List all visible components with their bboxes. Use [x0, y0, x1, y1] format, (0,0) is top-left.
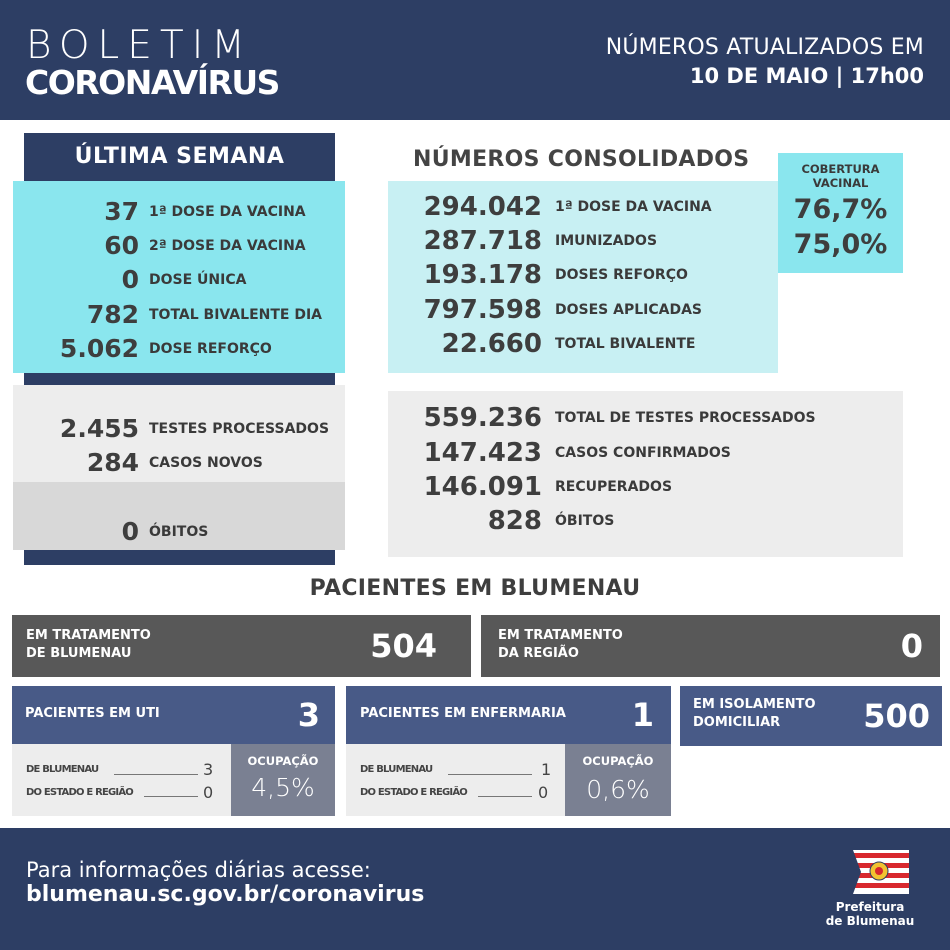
week-deaths-row — [13, 517, 209, 547]
stat-value: 294.042 — [423, 192, 542, 222]
logo-text-prefeitura: Prefeitura — [835, 900, 905, 914]
coverage-title-line1: COBERTURA — [801, 162, 880, 176]
week-vaccine-row — [13, 197, 306, 227]
consolidated-vaccine-row — [400, 329, 696, 359]
week-vaccine-row — [13, 265, 247, 295]
leader-line — [114, 774, 198, 775]
stat-value: 0 — [121, 265, 139, 294]
stat-label: 1ª DOSE DA VACINA — [149, 204, 306, 220]
stat-value: 193.178 — [423, 260, 542, 290]
coverage-title-line2: VACINAL — [812, 176, 869, 190]
stat-value: 797.598 — [423, 295, 542, 325]
stat-label: DOSE ÚNICA — [149, 272, 247, 288]
uti-label: PACIENTES EM UTI — [25, 706, 160, 721]
week-tests-row — [13, 414, 330, 444]
uti-from-blumenau-label: DE BLUMENAU — [26, 764, 99, 775]
card-label-line2: DA REGIÃO — [498, 646, 579, 661]
stat-label: DOSE REFORÇO — [149, 341, 272, 357]
leader-line — [478, 796, 532, 797]
stat-value: 22.660 — [441, 329, 542, 359]
consolidated-vaccine-row — [400, 192, 712, 222]
stat-label: IMUNIZADOS — [555, 233, 658, 249]
consolidated-vaccine-row — [400, 260, 688, 290]
coverage-value-first: 76,7% — [793, 194, 888, 225]
card-label-line1: EM TRATAMENTO — [498, 628, 623, 643]
patients-title: PACIENTES EM BLUMENAU — [309, 576, 641, 601]
treatment-blumenau-label — [26, 627, 151, 663]
ward-from-state-label: DO ESTADO E REGIÃO — [360, 787, 467, 798]
treatment-region-card — [481, 615, 940, 677]
stat-value: 146.091 — [423, 472, 542, 502]
stat-value: 5.062 — [59, 334, 139, 363]
week-vaccine-row — [13, 231, 306, 261]
stat-label: TESTES PROCESSADOS — [149, 421, 330, 437]
consolidated-tests-row — [400, 472, 673, 502]
stat-label: ÓBITOS — [149, 524, 209, 540]
stat-value: 287.718 — [423, 226, 542, 256]
stat-value: 782 — [86, 300, 139, 329]
card-label-line1: EM ISOLAMENTO — [693, 697, 816, 712]
ward-occupancy-label: OCUPAÇÃO — [582, 754, 654, 768]
stat-label: TOTAL DE TESTES PROCESSADOS — [555, 410, 816, 426]
stat-label: ÓBITOS — [555, 513, 615, 529]
stat-value: 37 — [104, 197, 139, 226]
stat-label: TOTAL BIVALENTE DIA — [149, 307, 322, 323]
treatment-region-label — [498, 627, 623, 663]
uti-occupancy-box — [231, 744, 335, 816]
uti-value: 3 — [297, 696, 320, 734]
stat-label: 2ª DOSE DA VACINA — [149, 238, 306, 254]
treatment-blumenau-value: 504 — [370, 627, 437, 665]
logo-text-blumenau: de Blumenau — [825, 914, 915, 928]
stat-value: 2.455 — [59, 414, 139, 443]
uti-from-blumenau-value: 3 — [203, 760, 214, 779]
stat-label: RECUPERADOS — [555, 479, 673, 495]
stat-value: 147.423 — [423, 438, 542, 468]
coverage-value-second: 75,0% — [793, 229, 888, 260]
card-label-line2: DE BLUMENAU — [26, 646, 132, 661]
card-label-line1: EM TRATAMENTO — [26, 628, 151, 643]
uti-card — [12, 686, 335, 744]
uti-occupancy-label: OCUPAÇÃO — [247, 754, 319, 768]
footer-url-link[interactable]: blumenau.sc.gov.br/coronavirus — [26, 882, 425, 907]
ward-detail-box — [346, 744, 565, 816]
stat-label: 1ª DOSE DA VACINA — [555, 199, 712, 215]
uti-detail-box — [12, 744, 231, 816]
stat-value: 828 — [487, 506, 542, 536]
uti-occupancy-value: 4,5% — [251, 773, 315, 802]
ward-value: 1 — [631, 696, 654, 734]
leader-line — [448, 774, 532, 775]
ward-from-state-value: 0 — [538, 783, 549, 802]
brand-title-coronavirus: CORONAVÍRUS — [25, 63, 279, 102]
isolation-card — [680, 686, 942, 746]
week-tests-box — [13, 385, 345, 482]
ward-occupancy-value: 0,6% — [586, 775, 650, 804]
card-label-line2: DOMICILIAR — [693, 715, 781, 730]
isolation-value: 500 — [863, 697, 930, 735]
leader-line — [144, 796, 198, 797]
ward-from-blumenau-label: DE BLUMENAU — [360, 764, 433, 775]
consolidated-tests-row — [400, 438, 731, 468]
week-vaccine-row — [13, 334, 272, 364]
ward-occupancy-box — [565, 744, 671, 816]
uti-from-state-label: DO ESTADO E REGIÃO — [26, 787, 133, 798]
stat-label: DOSES APLICADAS — [555, 302, 702, 318]
week-tests-row — [13, 448, 263, 478]
coverage-title — [778, 162, 903, 190]
week-vaccine-row — [13, 300, 322, 330]
stat-value: 284 — [86, 448, 139, 477]
update-datetime: 10 DE MAIO | 17h00 — [689, 64, 924, 88]
week-deaths-box — [13, 482, 345, 550]
stat-label: TOTAL BIVALENTE — [555, 336, 696, 352]
week-vaccine-box — [13, 181, 345, 373]
isolation-label — [693, 696, 816, 732]
ward-from-blumenau-value: 1 — [541, 760, 552, 779]
footer-info-text: Para informações diárias acesse: — [26, 858, 371, 882]
ward-card — [346, 686, 671, 744]
stat-value: 0 — [121, 517, 139, 546]
consolidated-tests-row — [400, 506, 615, 536]
update-caption: NÚMEROS ATUALIZADOS EM — [605, 35, 924, 60]
consolidated-tests-row — [400, 403, 816, 433]
ward-label: PACIENTES EM ENFERMARIA — [360, 706, 566, 721]
brand-title-boletim: BOLETIM — [26, 23, 253, 68]
stat-value: 559.236 — [423, 403, 542, 433]
treatment-region-value: 0 — [900, 627, 923, 665]
treatment-blumenau-card — [12, 615, 471, 677]
consolidated-title: NÚMEROS CONSOLIDADOS — [413, 147, 750, 172]
stat-label: CASOS CONFIRMADOS — [555, 445, 731, 461]
stat-label: DOSES REFORÇO — [555, 267, 688, 283]
week-title: ÚLTIMA SEMANA — [74, 144, 285, 169]
stat-label: CASOS NOVOS — [149, 455, 263, 471]
stat-value: 60 — [104, 231, 139, 260]
uti-from-state-value: 0 — [203, 783, 214, 802]
consolidated-vaccine-row — [400, 295, 702, 325]
consolidated-vaccine-row — [400, 226, 658, 256]
blumenau-flag-logo-icon — [843, 850, 909, 894]
